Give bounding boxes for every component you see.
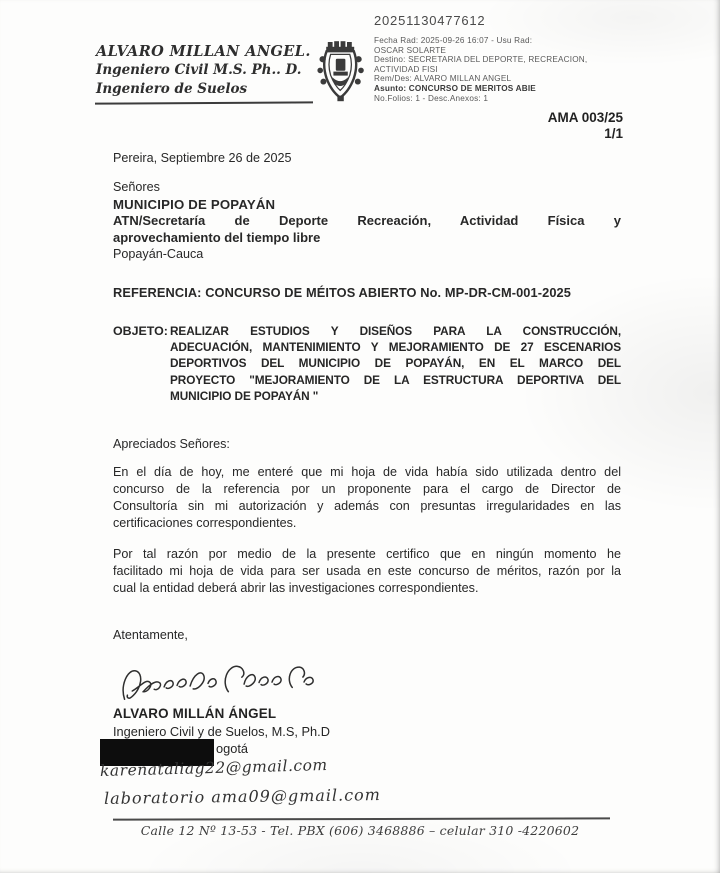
text-line: Destino: SECRETARIA DEL DEPORTE, RECREACION, [374, 55, 588, 65]
text-line: certificaciones correspondientes. [113, 516, 297, 530]
signer-title: Ingeniero Civil y de Suelos, M.S, Ph.D [113, 724, 330, 739]
radication-number: 20251130477612 [374, 13, 486, 28]
footer-contact-line: Calle 12 Nº 13-53 - Tel. PBX (606) 3468886 – celular 310 -4220602 [140, 823, 580, 838]
recipient-entity: MUNICIPIO DE POPAYÁN [113, 197, 276, 212]
letterhead-rule [95, 101, 313, 104]
letterhead-specialty: Ingeniero de Suelos [96, 81, 248, 97]
paragraph-2 [113, 546, 621, 597]
signer-name: ALVARO MILLÁN ÁNGEL [113, 706, 277, 721]
text-line: MUNICIPIO DE POPAYÁN " [170, 388, 319, 403]
text-line: Por tal razón por medio de la presente certifico que en ningún momento he [113, 547, 621, 561]
text-line: concurso de la referencia por un proponente para el cargo de Director de [113, 482, 621, 496]
text-line: REALIZAR ESTUDIOS Y DISEÑOS PARA LA CONSTRUCCIÓN, [170, 324, 621, 338]
date-line: Pereira, Septiembre 26 de 2025 [113, 151, 292, 165]
doc-ref-code: AMA 003/25 [547, 110, 623, 125]
letterhead-name: ALVARO MILLAN ANGEL. [96, 43, 311, 60]
recipient-salutation: Señores [113, 180, 160, 194]
text-line: ADECUACIÓN, MANTENIMIENTO Y MEJORAMIENTO DE 27 ESCENARIOS [170, 340, 621, 355]
text-line: facilitado mi hoja de vida para ser usada en este concurso de méritos, razón por la [113, 564, 621, 578]
recipient-attention [113, 213, 621, 246]
reference-line: REFERENCIA: CONCURSO DE MÉITOS ABIERTO No. MP-DR-CM-001-2025 [113, 285, 571, 300]
coat-of-arms-seal-icon [317, 41, 365, 103]
document-reference [420, 110, 623, 142]
letterhead-degree: Ingeniero Civil M.S. Ph.. D. [96, 62, 302, 78]
handwritten-email-2: laboratorio ama09@gmail.com [103, 785, 382, 808]
text-line: Rem/Des: ALVARO MILLAN ANGEL [374, 74, 512, 84]
handwritten-email-1: karenataliag22@gmail.com [99, 756, 328, 780]
letterhead [96, 42, 336, 99]
text-line: En el día de hoy, me enteré que mi hoja de vida había sido utilizada dentro del [113, 465, 621, 479]
objeto-text [170, 323, 621, 404]
text-line: Consultoría sin mi autorización y además con presuntas irregularidades en las [113, 499, 621, 513]
objeto-block [113, 323, 621, 404]
stamp-subject: Asunto: CONCURSO DE MERITOS ABIE [374, 83, 536, 93]
recipient-block [113, 179, 621, 263]
handwritten-signature [115, 652, 322, 711]
objeto-label: OBJETO: [113, 324, 168, 338]
greeting: Apreciados Señores: [113, 437, 230, 451]
text-line: Fecha Rad: 2025-09-26 16:07 - Usu Rad: [374, 36, 533, 45]
text-line: OSCAR SOLARTE [374, 45, 447, 55]
text-line: cual la entidad deberá abrir las investigaciones correspondientes. [113, 581, 479, 595]
footer-rule [113, 817, 610, 820]
text-line: ATN/Secretaría de Deporte Recreación, Actividad Física y [113, 213, 621, 228]
signer-city-partial: ogotá [216, 741, 249, 756]
text-line: aprovechamiento del tiempo libre [113, 229, 321, 245]
text-line: ACTIVIDAD FISI [374, 64, 438, 74]
radication-stamp [374, 13, 634, 103]
stamp-detail-lines [374, 36, 634, 84]
page-number: 1/1 [604, 126, 623, 141]
paragraph-1 [113, 464, 621, 532]
stamp-folios: No.Folios: 1 - Desc.Anexos: 1 [374, 93, 489, 103]
text-line: PROYECTO "MEJORAMIENTO DE LA ESTRUCTURA DEPORTIVA DEL [170, 372, 621, 387]
recipient-city: Popayán-Cauca [113, 247, 204, 261]
text-line: DEPORTIVOS DEL MUNICIPIO DE POPAYÁN, EN EL MARCO DEL [170, 356, 621, 371]
closing: Atentamente, [113, 628, 188, 642]
